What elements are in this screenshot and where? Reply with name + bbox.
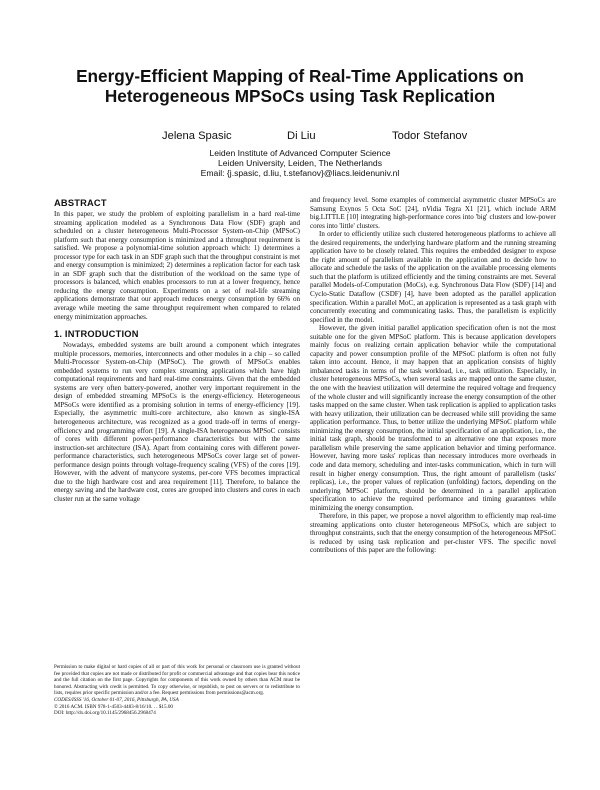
conference-venue: CODES/ISSS '16, October 01-07, 2016, Pittsburgh, PA, USA xyxy=(54,696,179,703)
intro-paragraph-2: In order to efficiently utilize such clustered heterogeneous platforms to achieve all the desired requirements, the underlying hardware platform and the running streaming application have to be closely related. This requires the embedded designer to expose the right amount of parallelism available in the application and to decide how to allocate and schedule the tasks of the application on the available processing elements such that the platform is utilized efficiently and the timing constraints are met. Several parallel Models-of-Computation (MoCs), e.g. Synchronous Data Flow (SDF) [14] and Cyclo-Static Dataflow (CSDF) [4], have been adopted as the parallel application specification. Within a parallel MoC, an application is represented as a task graph with concurrently executing and communicating tasks. Thus, the parallelism is explicitly specified in the model. xyxy=(310,230,556,324)
affiliation-institute: Leiden Institute of Advanced Computer Science xyxy=(209,148,391,158)
author-1: Jelena Spasic xyxy=(162,130,232,142)
left-column xyxy=(54,198,300,504)
permission-notice: Permission to make digital or hard copies of all or part of this work for personal or classroom use is granted without fee provided that copies are not made or distributed for profit or commercial advantage and that copies bear this notice and the full citation on the first page. Copyrights for components of this work owned by others than ACM must be honored. Abstracting with credit is permitted. To copy otherwise, or republish, to post on servers or to redistribute to lists, requires prior specific permission and/or a fee. Request permissions from permissions@acm.org. xyxy=(54,664,300,697)
abstract-text: In this paper, we study the problem of exploiting parallelism in a hard real-time streaming application modeled as a Synchronous Data Flow (SDF) graph and scheduled on a cluster heterogeneous Multi-Processor System-on-Chip (MPSoC) platform such that energy consumption is minimized and a throughput requirement is satisfied. We propose a polynomial-time solution approach which: 1) determines a processor type for each task in an SDF graph such that the throughput constraint is met and energy consumption is minimized; 2) determines a replication factor for each task in an SDF graph such that the distribution of the workload on the same type of processors is balanced, which enables processors to run at a lower frequency, hence reducing the energy consumption. Experiments on a set of real-life streaming applications demonstrate that our approach reduces energy consumption by 66% on average while meeting the same throughput requirement when compared to related energy minimization approaches. xyxy=(54,210,300,321)
author-2: Di Liu xyxy=(287,130,316,142)
copyright-line: © 2016 ACM. ISBN 978-1-4503-4483-8/16/10. . . $15.00 xyxy=(54,703,173,710)
affiliation xyxy=(100,148,500,179)
paper-title xyxy=(40,66,560,106)
author-3: Todor Stefanov xyxy=(392,130,468,142)
intro-paragraph-1: Nowadays, embedded systems are built around a component which integrates multiple processors, memories, interconnects and other modules in a chip – so called Multi-Processor System-on-Chip (MPSoC). The growth of MPSoCs enables embedded systems to run very complex streaming applications which have high computational requirements and hard real-time constraints. Given that the embedded systems are very often battery-powered, another very important requirement in the design of embedded streaming MPSoCs is the energy-efficiency. Heterogeneous MPSoCs were identified as a promising solution in terms of energy-efficiency [19]. Especially, the asymmetric multi-core architecture, also known as single-ISA heterogeneous architecture, was recognized as a good trade-off in terms of energy-efficiency and programming effort [19]. A single-ISA heterogeneous MPSoC consists of cores with different power-performance characteristics but with the same instruction-set architecture (ISA). Apart from containing cores with different power-performance characteristics, such heterogeneous MPSoCs cover large set of power-performance design points through voltage-frequency scaling (VFS) of the cores [19]. However, with the advent of manycore systems, per-core VFS becomes impractical due to the high hardware cost and area requirement [11]. Therefore, to balance the energy saving and the hardware cost, cores are grouped into clusters and cores in each cluster run at the same voltage xyxy=(54,341,300,503)
title-line-2: Heterogeneous MPSoCs using Task Replication xyxy=(104,86,496,106)
intro-paragraph-1-continued: and frequency level. Some examples of commercial asymmetric cluster MPSoCs are Samsung Exynos 5 Octa SoC [24], nVidia Tegra X1 [21], which include ARM big.LITTLE [10] integrating high-performance cores into 'big' clusters and low-power cores into 'little' clusters. xyxy=(310,196,556,230)
affiliation-university: Leiden University, Leiden, The Netherlands xyxy=(217,158,382,169)
abstract-heading: ABSTRACT xyxy=(54,198,107,208)
intro-paragraph-4: Therefore, in this paper, we propose a novel algorithm to efficiently map real-time streaming applications onto cluster heterogeneous MPSoCs, which are subject to throughput constraints, such that the energy consumption of the heterogeneous MPSoC is reduced by using task replication and per-cluster VFS. The specific novel contributions of this paper are the following: xyxy=(310,512,556,555)
intro-paragraph-3: However, the given initial parallel application specification often is not the most suitable one for the given MPSoC platform. This is because application developers mainly focus on realizing certain application behavior while the computational capacity and power consumption profile of the MPSoC platform is often not fully taken into account. Hence, it may happen that an application consists of highly imbalanced tasks in terms of the task workload, i.e., task utilization. Especially, in cluster heterogeneous MPSoCs, when several tasks are mapped onto the same cluster, the one with the heaviest utilization will determine the required voltage and frequency of the whole cluster and will significantly increase the energy consumption of the other tasks mapped on the same cluster. When task replication is applied to application tasks with heavy utilization, their utilization can be decreased while still providing the same application performance. Thus, to better utilize the underlying MPSoC platform while minimizing the energy consumption, the initial specification of an application, i.e., the initial task graph, should be transformed to an alternative one that exposes more parallelism while preserving the same application behavior and timing performance. However, having more tasks' replicas than necessary introduces more overheads in code and data memory, scheduling and inter-tasks communication, which in turn will result in higher energy consumption. Thus, the right amount of parallelism (tasks' replicas), i.e., the proper values of replication (unfolding) factors, depending on the underlying MPSoC platform, should be determined in a parallel application specification to achieve the required performance and timing guarantees while minimizing the energy consumption. xyxy=(310,324,556,512)
affiliation-email: Email: {j.spasic, d.liu, t.stefanov}@liacs.leidenuniv.nl xyxy=(200,168,400,179)
title-line-1: Energy-Efficient Mapping of Real-Time Applications on xyxy=(76,66,524,86)
introduction-heading: 1. INTRODUCTION xyxy=(54,329,139,340)
footnote-block xyxy=(54,664,300,717)
doi-link[interactable]: DOI: http://dx.doi.org/10.1145/2968456.2968474 xyxy=(54,710,156,717)
right-column xyxy=(310,196,556,555)
author-list xyxy=(0,130,600,146)
